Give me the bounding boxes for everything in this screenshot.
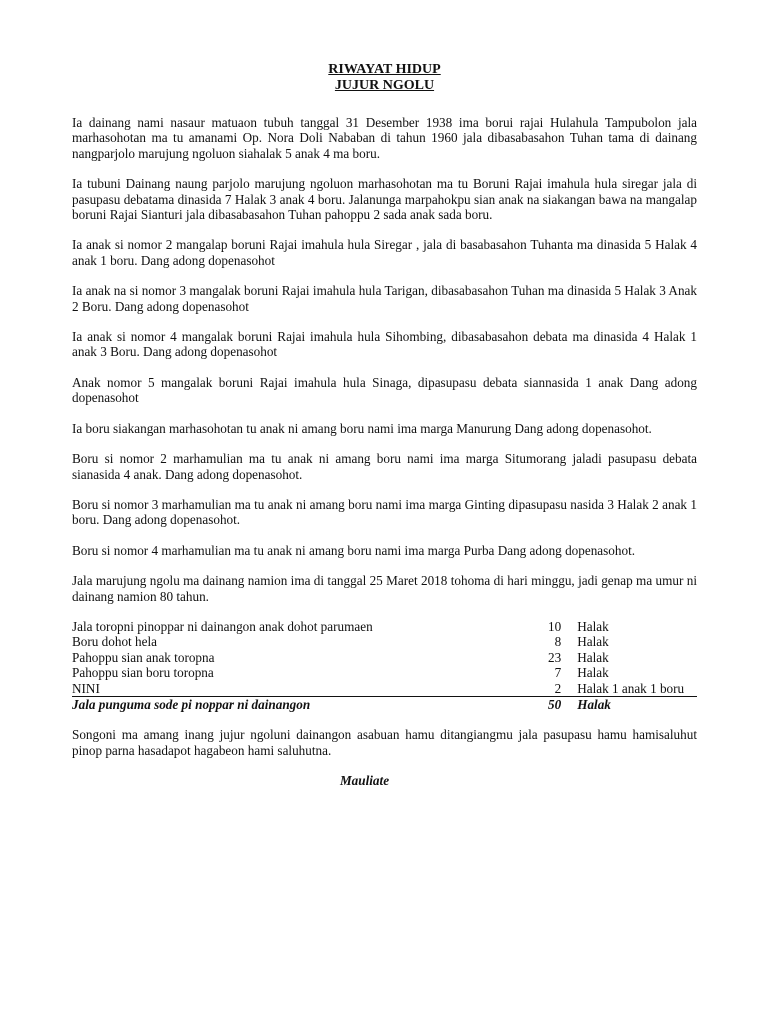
paragraph-11: Jala marujung ngolu ma dainang namion ima di tanggal 25 Maret 2018 tohoma di hari minggu, jadi genap ma umur ni dainang namion 80 tahun.: [72, 573, 697, 604]
summary-total-unit: Halak: [577, 696, 611, 712]
summary-label: Boru dohot hela: [72, 634, 157, 650]
summary-label: Pahoppu sian anak toropna: [72, 649, 215, 665]
summary-unit: Halak 1 anak 1 boru: [577, 680, 685, 696]
summary-count: 8: [554, 634, 562, 650]
summary-count: 23: [548, 649, 562, 665]
summary-table: [72, 619, 697, 712]
summary-unit: Halak: [577, 665, 609, 681]
title-line-1: RIWAYAT HIDUP: [328, 62, 441, 77]
summary-row: [72, 665, 697, 680]
summary-row: [72, 619, 697, 634]
summary-label: Pahoppu sian boru toropna: [72, 665, 214, 681]
summary-total-count: 50: [548, 696, 562, 712]
paragraph-3: Ia anak si nomor 2 mangalap boruni Rajai imahula hula Siregar , jala di basabasahon Tuhanta ma dinasida 5 Halak 4 anak 1 boru. Dang adong dopenasohot: [72, 237, 697, 268]
summary-row: [72, 681, 697, 697]
closing-text: Mauliate: [339, 773, 390, 789]
paragraph-5: Ia anak si nomor 4 mangalak boruni Rajai imahula hula Sihombing, dibasabasahon debata ma dinasida 4 Halak 1 anak 3 Boru. Dang adong dopenasohot: [72, 329, 697, 360]
document-title: [72, 62, 697, 94]
paragraph-2: Ia tubuni Dainang naung parjolo marujung ngoluon marhasohotan ma tu Boruni Rajai imahula hula siregar jala di pasupasu debatama dinasida 7 Halak 3 anak 4 boru. Jalanunga marpahokpu sian anak na siakangan bawa na mangalap boruni Rajai Sianturi jala dibasabasahon Tuhan pahoppu 2 sada anak sada boru.: [72, 176, 697, 223]
paragraph-9: Boru si nomor 3 marhamulian ma tu anak ni amang boru nami ima marga Ginting dipasupasu nasida 3 Halak 2 anak 1 boru. Dang adong dopenasohot.: [72, 496, 697, 528]
summary-label: NINI: [72, 680, 100, 696]
summary-count: 10: [548, 618, 562, 634]
final-paragraph: Songoni ma amang inang jujur ngoluni dainangon asabuan hamu ditangiangmu jala pasupasu hamu hamisaluhut pinop parna hasadapot hagabeon hami saluhutna.: [72, 727, 697, 758]
summary-unit: Halak: [577, 634, 609, 650]
summary-row: [72, 650, 697, 665]
paragraph-7: Ia boru siakangan marhasohotan tu anak ni amang boru nami ima marga Manurung Dang adong dopenasohot.: [72, 420, 652, 436]
summary-row: [72, 634, 697, 649]
paragraph-1: Ia dainang nami nasaur matuaon tubuh tanggal 31 Desember 1938 ima borui rajai Hulahula Tampubolon jala marhasohotan ma tu amanami Op. Nora Doli Nababan di tahun 1960 jala dibasabasahon Tuhan tama di dainang nangparjolo marujung ngoluon siahalak 5 anak 4 ma boru.: [72, 115, 697, 161]
summary-count: 2: [554, 680, 562, 696]
paragraph-6: Anak nomor 5 mangalak boruni Rajai imahula hula Sinaga, dipasupasu debata siannasida 1 anak Dang adong dopenasohot: [72, 374, 697, 406]
paragraph-4: Ia anak na si nomor 3 mangalak boruni Rajai imahula hula Tarigan, dibasabasahon Tuhan ma dinasida 5 Halak 3 Anak 2 Boru. Dang adong dopenasohot: [72, 283, 697, 314]
paragraph-8: Boru si nomor 2 marhamulian ma tu anak ni amang boru nami ima marga Situmorang jaladi pasupasu debata sianasida 4 anak. Dang adong dopenasohot.: [72, 451, 697, 482]
paragraph-10: Boru si nomor 4 marhamulian ma tu anak ni amang boru nami ima marga Purba Dang adong dopenasohot.: [72, 542, 636, 558]
summary-total-row: [72, 697, 697, 712]
summary-label: Jala toropni pinoppar ni dainangon anak dohot parumaen: [72, 618, 373, 634]
summary-unit: Halak: [577, 618, 609, 634]
title-line-2: JUJUR NGOLU: [334, 78, 435, 93]
summary-unit: Halak: [577, 649, 609, 665]
summary-count: 7: [554, 665, 562, 681]
summary-total-label: Jala punguma sode pi noppar ni dainangon: [72, 696, 311, 712]
document-page: [72, 62, 697, 789]
